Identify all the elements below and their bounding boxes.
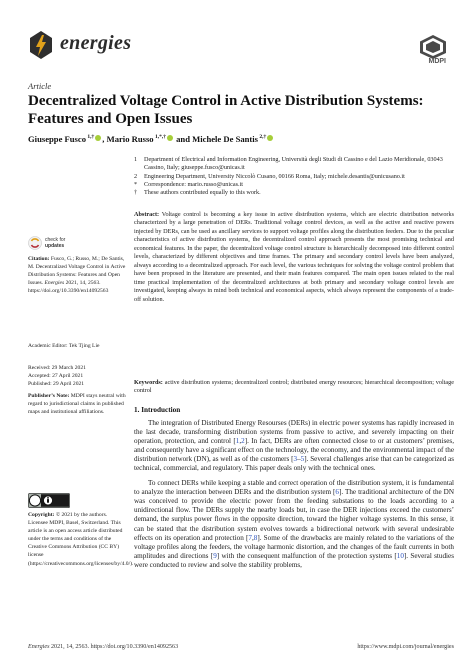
paragraph-text: ]. Some of the drawbacks are mainly related to the variations of the voltage profiles along the feeders, the voltage harmonic distortion, and the changes of the fault currents in both amplitudes and directions [	[134, 533, 454, 560]
author-affiliation-marks: 1,†	[86, 134, 95, 141]
paragraph-text: ]. The traditional architecture of the DN was conceived to provide the electric power from the feeding substations to the loads according to a unidirectional flow. The DERs supply the nearby loads but, in case the DER injections exceed the customers’ demand, the surplus power flows in the opposite direction, toward the higher voltage systems. In this sense, it can be stated that the distribution system evolves towards a bidirectional network with several undesirable effects on its operation and protection [	[134, 488, 455, 542]
keywords-label: Keywords:	[134, 379, 163, 386]
affiliation-item	[134, 189, 454, 197]
reference-link[interactable]: 2	[241, 437, 245, 446]
abstract	[134, 211, 454, 304]
author-name: Mario Russo	[106, 134, 154, 144]
article-type: Article	[28, 81, 52, 91]
paragraph-text: ,	[239, 437, 242, 446]
author-separator: and	[173, 134, 193, 144]
paragraph-text: ,	[251, 533, 254, 542]
reference-link[interactable]: 1	[235, 437, 240, 446]
paper-title: Decentralized Voltage Control in Active Distribution Systems: Features and Open Issues	[28, 93, 424, 127]
abstract-text: Voltage control is becoming a key issue in active distribution systems, which are electric distribution networks characterized by a large penetration of DERs. Traditional voltage control devices, as well as the active and reactive powers injected by DERs, can be used as ancillary services to support voltage profiles along the distribution feeders. Due to the peculiar characteristics of active distribution systems, the decentralized control approach presents the most promising technical and economical features. In the paper, the decentralized voltage control structure is hierarchically decomposed into different control levels, characterized by different objectives and time frames. The primary and secondary control levels have been analyzed, always according to a decentralized approach. For each level, the various techniques for solving the voltage control problem that have been proposed in the literature are presented, and their main features compared. The main open issues related to the real time practical implementation of the decentralized architectures at both primary and secondary voltage control levels are investigated, keeping always in mind both technical and economical aspects, which always represent the components of a trade-off solution.	[134, 211, 454, 303]
reference-link[interactable]: 3	[293, 455, 298, 464]
intro-paragraph	[134, 479, 454, 569]
orcid-icon[interactable]	[95, 135, 101, 141]
check-updates-text: check for updates	[45, 237, 66, 249]
author-affiliation-marks: 2,†	[258, 134, 267, 141]
affiliation-text: These authors contributed equally to this work.	[144, 189, 261, 197]
paragraph-text: ]. Several challenges arise that can be categorized as technical, commercial, and regulatory. This paper deals only with the technical ones.	[134, 455, 454, 473]
reference-link[interactable]: 6	[335, 488, 339, 497]
paragraph-text: To connect DERs while keeping a stable and correct operation of the distribution system, it is fundamental to analyze the interaction between DERs and the distribution system [	[134, 479, 454, 497]
affiliation-text: Correspondence: mario.russo@unicas.it	[144, 180, 244, 188]
journal-logo-icon	[28, 30, 54, 60]
affiliation-mark: 2	[134, 172, 138, 180]
author-name: Michele De Santis	[192, 134, 259, 144]
intro-paragraph	[134, 419, 454, 473]
introduction-body	[134, 419, 454, 570]
affiliations	[134, 156, 454, 197]
publisher-logo-icon	[418, 34, 448, 60]
author-name: Giuseppe Fusco	[28, 134, 87, 144]
orcid-icon[interactable]	[267, 135, 273, 141]
received-date: Received: 29 March 2021	[28, 365, 86, 371]
footer-citation: Energies 2021, 14, 2563. https://doi.org/10.3390/en14092563	[28, 644, 179, 650]
paragraph-text: ]. In fact, DERs are often connected close to or at customers’ premises, and consequently have a significant effect on the technology, the economy, and the environmental impact of the distribution network (DN), as well as of the customers [	[134, 437, 454, 464]
reference-link[interactable]: 8	[253, 533, 258, 542]
published-date: Published: 29 April 2021	[28, 381, 85, 388]
cc-by-license-icon[interactable]	[28, 493, 70, 508]
affiliation-text: Department of Electrical and Information Engineering, Università degli Studi di Cassino e del Lazio Meridionale, 03043 Cassino, Italy; giuseppe.fusco@unicas.it	[144, 156, 443, 172]
publisher-name: MDPI	[428, 58, 446, 65]
author-separator: ,	[102, 134, 107, 144]
paragraph-text: –	[297, 455, 301, 464]
reference-link[interactable]: 7	[248, 533, 252, 542]
keywords	[134, 379, 454, 396]
affiliation-mark: †	[134, 189, 138, 197]
check-updates-icon	[28, 236, 42, 250]
journal-name: energies	[60, 32, 132, 54]
affiliation-mark: 1	[134, 156, 138, 163]
accepted-date: Accepted: 27 April 2021	[28, 373, 84, 380]
citation-block: Citation: Fusco, G.; Russo, M.; De Santis, M. Decentralized Voltage Control in Active Distribution Systems: Features and Open Issues. Energies 2021, 14, 2563. https://doi.org/10.3390/en14092563	[28, 256, 126, 295]
page-footer	[28, 644, 454, 650]
reference-link[interactable]: 5	[300, 455, 305, 464]
paragraph-text: The integration of Distributed Energy Resourses (DERs) in electric power systems has rapidly increased in the last decade, transforming distribution systems from passive to active, and severely impacting on their operation, protection, and control [	[134, 419, 454, 446]
copyright-block: Copyright: © 2021 by the authors. Licensee MDPI, Basel, Switzerland. This article is an open access article distributed under the terms and conditions of the Creative Commons Attribution (CC BY) license (https://creativecommons.org/licenses/by/4.0/).	[28, 512, 134, 567]
affiliation-text: Engineering Department, University Niccolò Cusano, 00166 Roma, Italy; michele.desantis@unicusano.it	[144, 172, 405, 180]
affiliation-mark: *	[134, 180, 138, 188]
reference-link[interactable]: 9	[213, 551, 217, 560]
section-heading-introduction: 1. Introduction	[134, 406, 181, 414]
affiliation-item	[134, 173, 454, 181]
publisher-note: Publisher’s Note: MDPI stays neutral with regard to jurisdictional claims in published maps and institutional affiliations.	[28, 393, 126, 416]
abstract-label: Abstract:	[134, 211, 160, 218]
paragraph-text: ]. Several studies were conducted to review and solve the stability problems,	[134, 551, 454, 569]
dates-block	[28, 364, 126, 388]
footer-journal-url[interactable]: https://www.mdpi.com/journal/energies	[357, 644, 454, 650]
check-for-updates-badge[interactable]	[28, 236, 88, 252]
author-affiliation-marks: 1,*,†	[153, 134, 166, 141]
author-list	[28, 134, 448, 144]
affiliation-item	[134, 181, 454, 189]
journal-header	[28, 28, 448, 72]
paragraph-text: ] with the consequent malfunction of the protection systems [	[216, 551, 397, 560]
orcid-icon[interactable]	[167, 135, 173, 141]
affiliation-item	[134, 156, 454, 173]
reference-link[interactable]: 10	[396, 551, 404, 560]
keywords-text: active distribution systems; decentralized control; distributed energy resources; hierarchical decomposition; voltage control	[134, 379, 454, 395]
academic-editor: Academic Editor: Tek Tjing Lie	[28, 343, 100, 349]
